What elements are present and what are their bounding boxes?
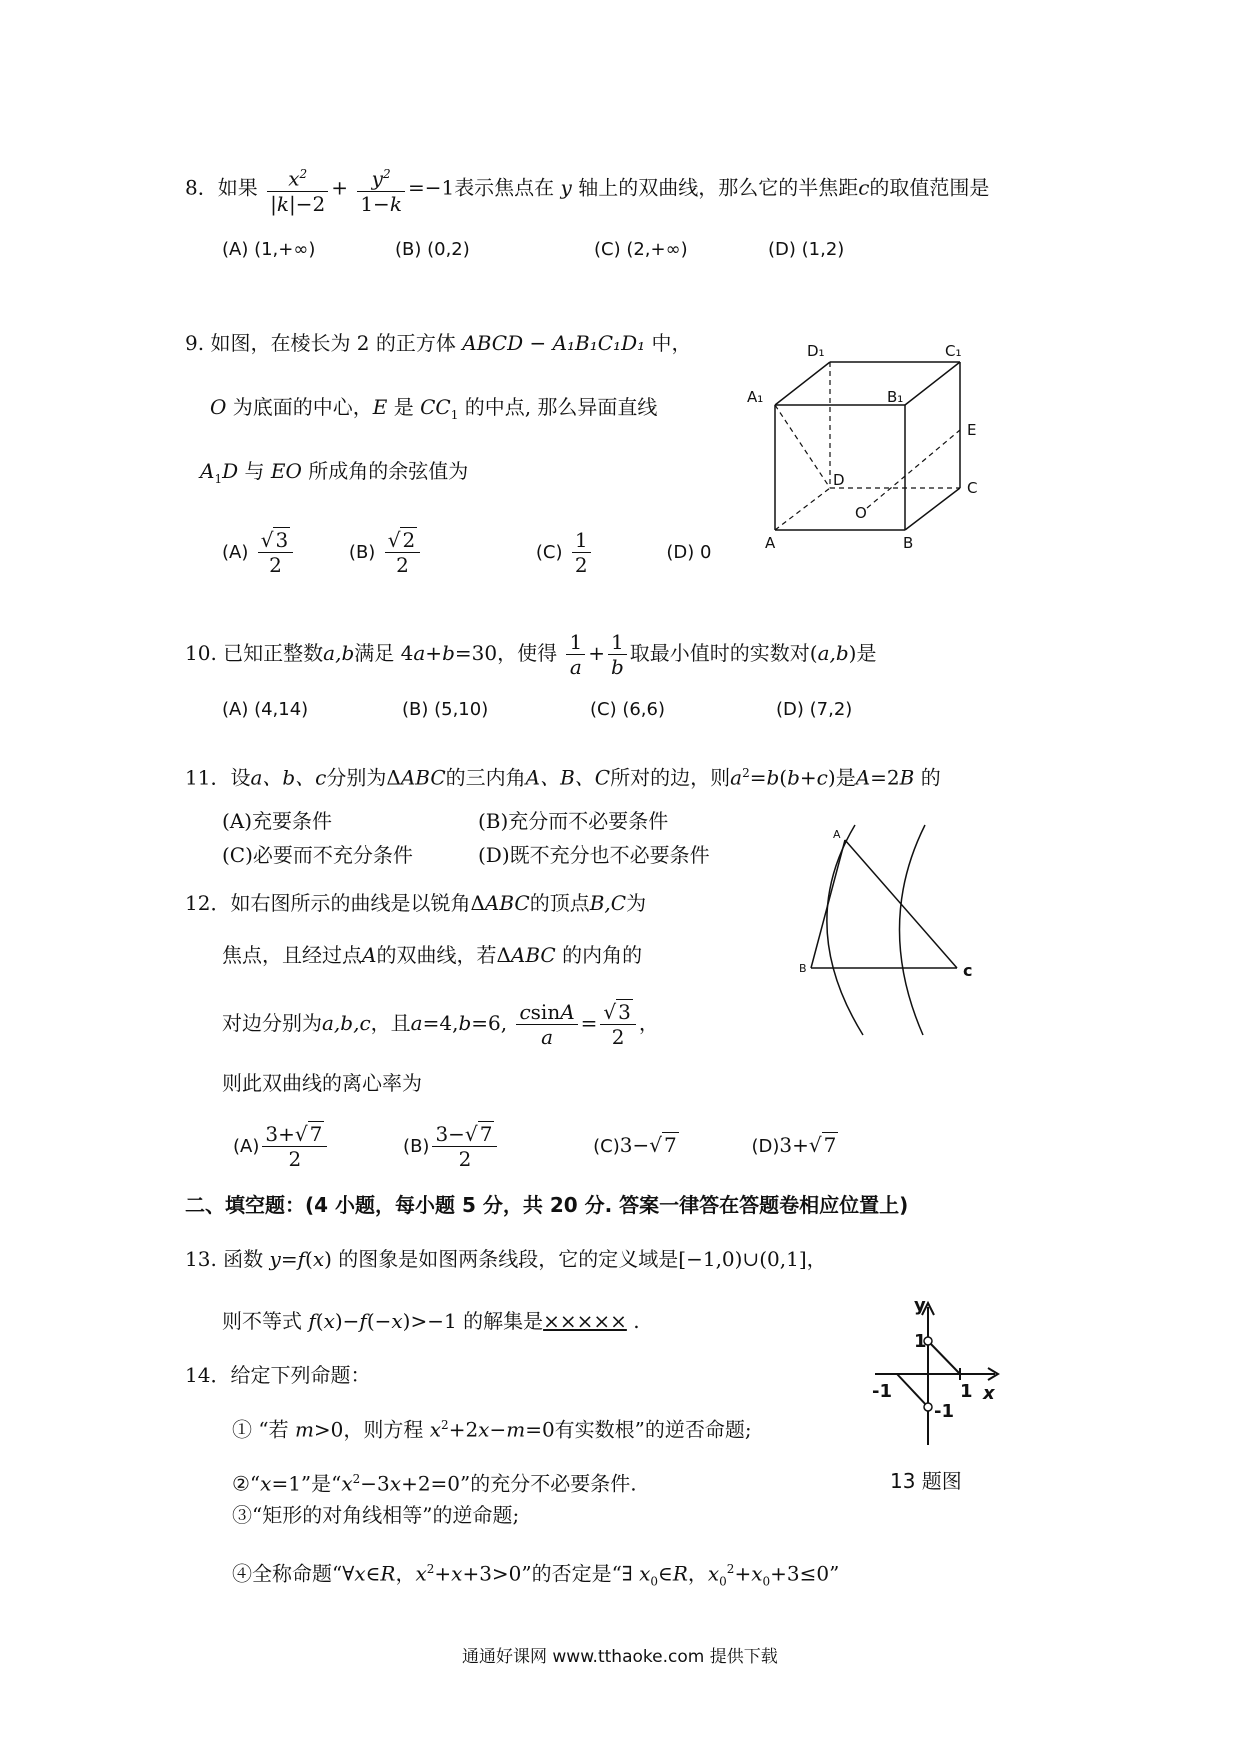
cube-label-c1: C₁	[945, 342, 962, 360]
q12-line3: 对边分别为a,b,c，且a=4,b=6, $\frac{csinA}{a}$ = $\frac{√ 3}{2}$ ，	[222, 1000, 659, 1049]
q12-options: (A) $\frac{3+√ 7}{2}$ (B) $\frac{3-√ 7}{2}$ (C)3−√ 7 (D)3+√ 7	[233, 1122, 837, 1171]
q13-graph	[870, 1295, 1010, 1450]
graph-label-x: x	[983, 1383, 995, 1404]
cube-label-o: O	[855, 504, 867, 522]
q14-item-4: ④全称命题“∀x∈R，$x^2+x+3>0$”的否定是“∃ $x_0\in R$，$x_0^2+x_0+3\le 0$”	[232, 1561, 840, 1589]
graph-label-yneg1: -1	[934, 1401, 954, 1422]
q13-figure-caption: 13 题图	[890, 1469, 962, 1493]
q10-stem: 10. 已知正整数a,b满足 4a+b=30，使得 $\frac{1}{a}$ + $\frac{1}{b}$ 取最小值时的实数对(a,b)是	[185, 630, 877, 679]
cube-figure	[745, 340, 985, 555]
q8-stem: 8．如果 $\frac{x^2}{|k|-2}$ + $\frac{y^2}{1-k}$ =−1表示焦点在 y 轴上的双曲线，那么它的半焦距c的取值范围是	[185, 162, 989, 216]
q9-options: (A) $\frac{√ 3}{2}$ (B) $\frac{√ 2}{2}$ (C) $\frac{1}{2}$ (D) 0	[222, 528, 712, 577]
page-footer: 通通好课网 www.tthaoke.com 提供下载	[462, 1647, 778, 1667]
cube-label-b: B	[903, 534, 914, 552]
q11-option-d: (D)既不充分也不必要条件	[478, 843, 710, 867]
cube-label-a1: A₁	[747, 388, 764, 406]
hyperbola-label-b: B	[799, 962, 807, 975]
q12-line4: 则此双曲线的离心率为	[222, 1071, 422, 1095]
q13-answer-blank: ×××××	[543, 1309, 627, 1333]
q8-option-c: (C) (2,+∞)	[594, 239, 688, 260]
q14-stem: 14．给定下列命题：	[185, 1363, 371, 1387]
q13-line1: 13. 函数 y=f(x) 的图象是如图两条线段，它的定义域是[−1,0)∪(0,1]，	[185, 1247, 827, 1271]
graph-label-y1: 1	[914, 1331, 927, 1352]
q14-item-1: ① “若 m>0，则方程 $x^2+2x-m=0$有实数根”的逆否命题;	[232, 1417, 752, 1442]
q10-option-c: (C) (6,6)	[590, 699, 666, 720]
graph-label-x1: 1	[960, 1381, 973, 1402]
q11-option-a: (A)充要条件	[222, 809, 333, 833]
q8-option-d: (D) (1,2)	[768, 239, 845, 260]
q9-line2: O 为底面的中心，E 是 $CC_1$ 的中点, 那么异面直线	[210, 395, 658, 422]
hyperbola-label-c: c	[963, 961, 973, 980]
hyperbola-figure	[795, 820, 985, 1040]
q11-option-b: (B)充分而不必要条件	[478, 809, 669, 833]
q11-stem: 11．设a、b、c分别为ΔABC的三内角A、B、C所对的边，则$a^2=b(b+c)$是A=2B 的	[185, 765, 941, 790]
q11-option-c: (C)必要而不充分条件	[222, 843, 413, 867]
q14-item-3: ③“矩形的对角线相等”的逆命题;	[232, 1503, 520, 1527]
q14-item-2: ②“x=1”是“$x^2-3x+2=0$”的充分不必要条件.	[232, 1471, 637, 1496]
section-2-heading: 二、填空题：(4 小题，每小题 5 分，共 20 分. 答案一律答在答题卷相应位置上)	[185, 1193, 909, 1217]
hyperbola-label-a: A	[833, 828, 841, 841]
cube-label-b1: B₁	[887, 388, 904, 406]
q13-line2: 则不等式 f(x)−f(−x)>−1 的解集是××××× .	[222, 1309, 640, 1333]
q12-line2: 焦点，且经过点A的双曲线，若ΔABC 的内角的	[222, 943, 643, 967]
cube-label-c: C	[967, 479, 978, 497]
q8-option-a: (A) (1,+∞)	[222, 239, 316, 260]
q10-option-b: (B) (5,10)	[402, 699, 489, 720]
q12-line1: 12．如右图所示的曲线是以锐角ΔABC的顶点B,C为	[185, 891, 647, 915]
q10-option-d: (D) (7,2)	[776, 699, 853, 720]
graph-label-xneg1: -1	[872, 1381, 892, 1402]
q8-option-b: (B) (0,2)	[395, 239, 470, 260]
q9-line3: $A_1D$ 与 EO 所成角的余弦值为	[200, 459, 469, 486]
cube-label-d1: D₁	[807, 342, 825, 360]
cube-label-e: E	[967, 421, 977, 439]
cube-label-a: A	[765, 534, 776, 552]
cube-label-d: D	[833, 471, 845, 489]
q9-line1: 9. 如图，在棱长为 2 的正方体 ABCD − A₁B₁C₁D₁ 中，	[185, 331, 692, 355]
graph-label-y: y	[914, 1295, 926, 1316]
q10-option-a: (A) (4,14)	[222, 699, 309, 720]
